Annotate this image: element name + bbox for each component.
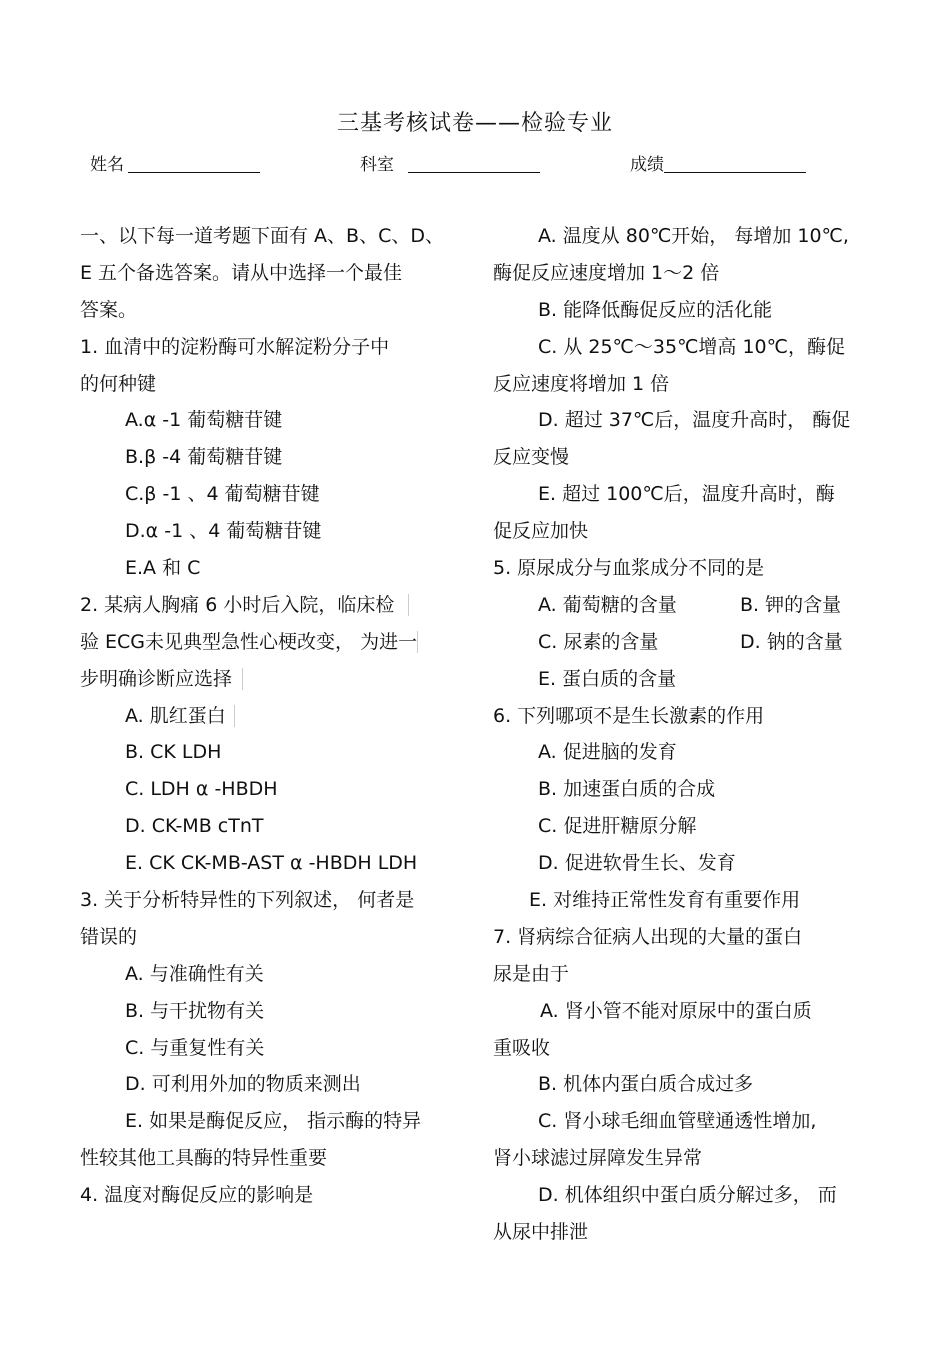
question-3-stem: 错误的: [80, 925, 138, 948]
right-column: [493, 218, 878, 1251]
question-5-stem: 5. 原尿成分与血浆成分不同的是: [493, 557, 765, 580]
q7-option-c[interactable]: C. 肾小球毛细血管壁通透性增加,: [538, 1110, 817, 1133]
name-blank[interactable]: [128, 154, 260, 173]
q5-option-a[interactable]: A. 葡萄糖的含量: [538, 593, 677, 616]
question-2-stem: 步明确诊断应选择: [80, 661, 475, 698]
q5-options-row: [493, 587, 878, 624]
left-column: [80, 218, 475, 1214]
q3-option-e-cont: 性较其他工具酶的特异性重要: [80, 1147, 328, 1170]
q6-option-c[interactable]: C. 促进肝糖原分解: [538, 815, 697, 838]
q6-option-b[interactable]: B. 加速蛋白质的合成: [538, 778, 716, 801]
q2-option-b[interactable]: B. CK LDH: [125, 741, 222, 764]
question-2-stem: 2. 某病人胸痛 6 小时后入院，临床检: [80, 587, 475, 624]
q4-option-a-cont: 酶促反应速度增加 1～2 倍: [493, 261, 720, 284]
q3-option-d[interactable]: D. 可利用外加的物质来测出: [125, 1073, 361, 1096]
name-label: 姓名: [90, 155, 124, 175]
q7-option-c-cont: 肾小球滤过屏障发生异常: [493, 1147, 703, 1170]
q5-option-b[interactable]: B. 钾的含量: [740, 593, 842, 616]
score-blank[interactable]: [664, 154, 806, 173]
q5-options-row: [493, 624, 878, 661]
dept-field: [360, 150, 540, 175]
question-7-stem: 尿是由于: [493, 962, 570, 985]
question-6-stem: 6. 下列哪项不是生长激素的作用: [493, 704, 765, 727]
q7-option-d[interactable]: D. 机体组织中蛋白质分解过多， 而: [538, 1184, 837, 1207]
q1-option-e[interactable]: E.A 和 C: [125, 557, 201, 580]
q6-option-a[interactable]: A. 促进脑的发育: [538, 741, 677, 764]
q2-option-d[interactable]: D. CK-MB cTnT: [125, 815, 264, 838]
q4-option-c-cont: 反应速度将增加 1 倍: [493, 372, 670, 395]
q2-option-c[interactable]: C. LDH α -HBDH: [125, 778, 278, 801]
dept-label: 科室: [360, 155, 394, 175]
q3-option-c[interactable]: C. 与重复性有关: [125, 1036, 265, 1059]
q4-option-a[interactable]: A. 温度从 80℃开始， 每增加 10℃,: [538, 225, 849, 247]
q7-option-a[interactable]: A. 肾小管不能对原尿中的蛋白质: [540, 999, 812, 1022]
q4-option-b[interactable]: B. 能降低酶促反应的活化能: [538, 298, 773, 321]
q2-option-a[interactable]: A. 肌红蛋白: [80, 698, 475, 735]
page-title: 三基考核试卷——检验专业: [336, 111, 613, 136]
q4-option-e[interactable]: E. 超过 100℃后，温度升高时，酶: [538, 483, 835, 506]
q4-option-d[interactable]: D. 超过 37℃后，温度升高时， 酶促: [538, 409, 851, 432]
q5-option-e[interactable]: E. 蛋白质的含量: [538, 667, 677, 690]
question-1-stem: 的何种键: [80, 372, 157, 395]
q4-option-e-cont: 促反应加快: [493, 520, 589, 543]
q6-option-d[interactable]: D. 促进软骨生长、发育: [538, 852, 736, 875]
question-2-stem: 验 ECG未见典型急性心梗改变， 为进一: [80, 630, 418, 653]
score-field: [630, 150, 806, 175]
q7-option-b[interactable]: B. 机体内蛋白质合成过多: [538, 1073, 754, 1096]
q1-option-b[interactable]: B.β -4 葡萄糖苷键: [125, 446, 283, 469]
q2-option-e[interactable]: E. CK CK-MB-AST α -HBDH LDH: [125, 852, 418, 875]
score-label: 成绩: [630, 155, 664, 175]
q5-option-d[interactable]: D. 钠的含量: [740, 630, 843, 653]
q3-option-b[interactable]: B. 与干扰物有关: [125, 999, 265, 1022]
q7-option-a-cont: 重吸收: [493, 1036, 551, 1059]
name-field: [90, 150, 260, 175]
q3-option-e[interactable]: E. 如果是酶促反应， 指示酶的特异: [125, 1110, 422, 1133]
q5-option-c[interactable]: C. 尿素的含量: [538, 630, 659, 653]
q1-option-a[interactable]: A.α -1 葡萄糖苷键: [125, 409, 283, 432]
section-instructions: 答案。: [80, 298, 138, 321]
q4-option-d-cont: 反应变慢: [493, 446, 570, 469]
q3-option-a[interactable]: A. 与准确性有关: [125, 962, 264, 985]
section-instructions: 一、以下每一道考题下面有 A、B、C、D、: [80, 225, 444, 247]
question-7-stem: 7. 肾病综合征病人出现的大量的蛋白: [493, 925, 803, 948]
q7-option-d-cont: 从尿中排泄: [493, 1221, 589, 1244]
q4-option-c[interactable]: C. 从 25℃～35℃增高 10℃，酶促: [538, 335, 845, 358]
question-4-stem: 4. 温度对酶促反应的影响是: [80, 1184, 314, 1207]
question-3-stem: 3. 关于分析特异性的下列叙述， 何者是: [80, 889, 415, 912]
q6-option-e[interactable]: E. 对维持正常性发育有重要作用: [529, 889, 801, 912]
question-1-stem: 1. 血清中的淀粉酶可水解淀粉分子中: [80, 335, 390, 358]
q1-option-c[interactable]: C.β -1 、4 葡萄糖苷键: [125, 483, 320, 506]
section-instructions: E 五个备选答案。请从中选择一个最佳: [80, 261, 403, 284]
q1-option-d[interactable]: D.α -1 、4 葡萄糖苷键: [125, 520, 322, 543]
dept-blank[interactable]: [408, 154, 540, 173]
